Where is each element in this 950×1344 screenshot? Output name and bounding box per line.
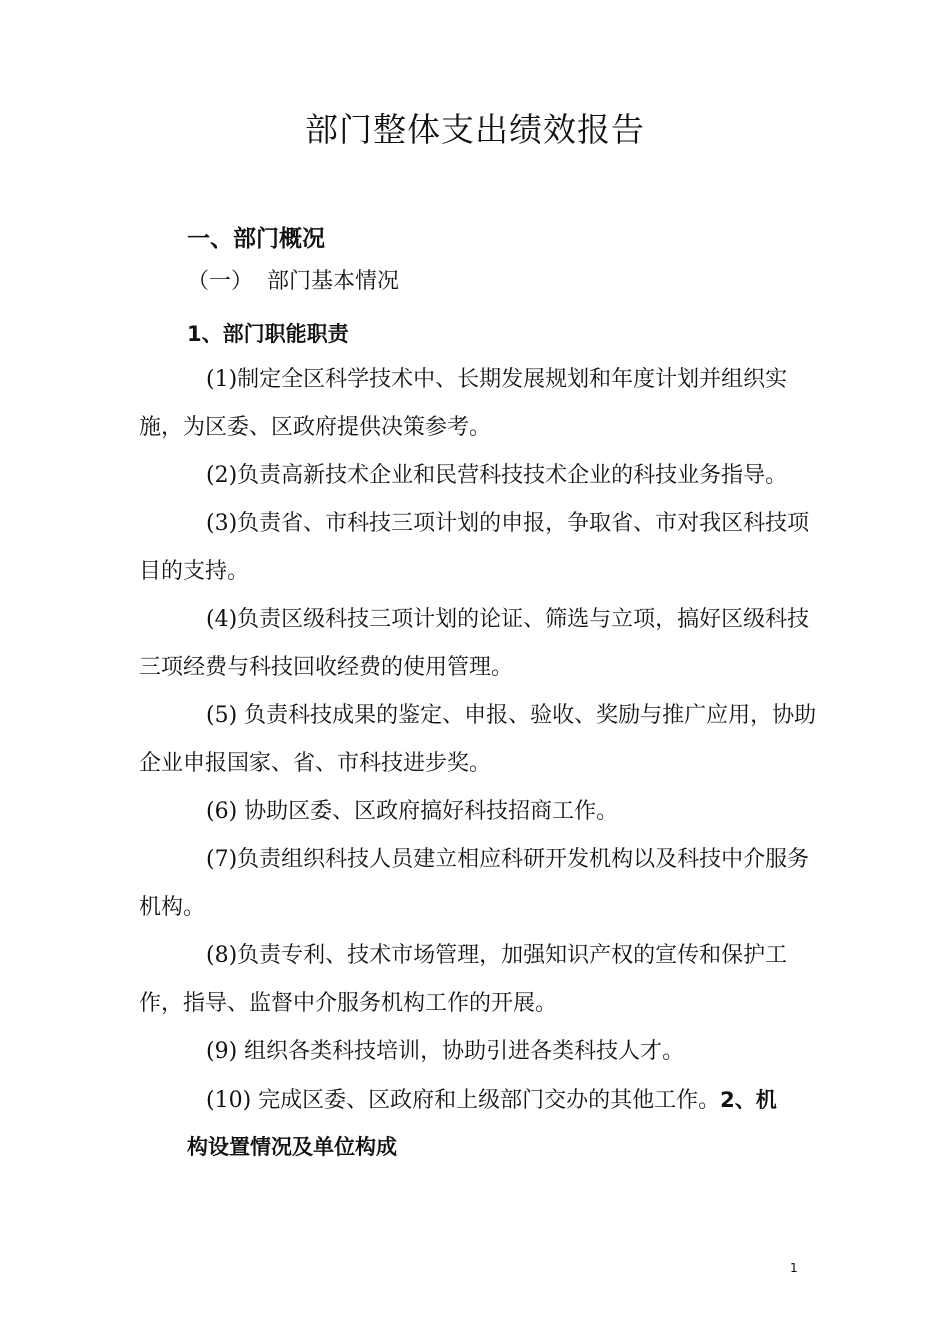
paragraph-9: (9) 组织各类科技培训，协助引进各类科技人才。 <box>206 1039 685 1064</box>
page-number: 1 <box>790 1261 798 1275</box>
paragraph-8: (8)负责专利、技术市场管理，加强知识产权的宣传和保护工作，指导、监督中介服务机构工作的开展。 <box>139 943 788 1016</box>
org-heading-start: 2、机 <box>720 1088 777 1112</box>
paragraph-2: (2)负责高新技术企业和民营科技技术企业的科技业务指导。 <box>206 463 788 488</box>
paragraph-6: (6) 协助区委、区政府搞好科技招商工作。 <box>206 799 619 824</box>
paragraph-1: (1)制定全区科学技术中、长期发展规划和年度计划并组织实施，为区委、区政府提供决策参考。 <box>139 367 788 440</box>
paragraph-10-text: (10) 完成区委、区政府和上级部门交办的其他工作。 <box>206 1088 721 1113</box>
document-title: 部门整体支出绩效报告 <box>305 110 645 149</box>
org-heading-end: 构设置情况及单位构成 <box>187 1135 397 1159</box>
paragraph-7: (7)负责组织科技人员建立相应科研开发机构以及科技中介服务机构。 <box>139 847 810 920</box>
paragraph-10 <box>139 1076 819 1125</box>
section-heading: 一、部门概况 <box>187 226 325 252</box>
paragraph-3: (3)负责省、市科技三项计划的申报，争取省、市对我区科技项目的支持。 <box>139 511 810 584</box>
paragraph-4: (4)负责区级科技三项计划的论证、筛选与立项，搞好区级科技三项经费与科技回收经费的使用管理。 <box>139 607 810 680</box>
duties-heading: 1、部门职能职责 <box>187 322 349 346</box>
paragraph-5: (5) 负责科技成果的鉴定、申报、验收、奖励与推广应用，协助企业申报国家、省、市科技进步奖。 <box>139 703 817 776</box>
subsection-heading: （一） 部门基本情况 <box>187 269 399 294</box>
